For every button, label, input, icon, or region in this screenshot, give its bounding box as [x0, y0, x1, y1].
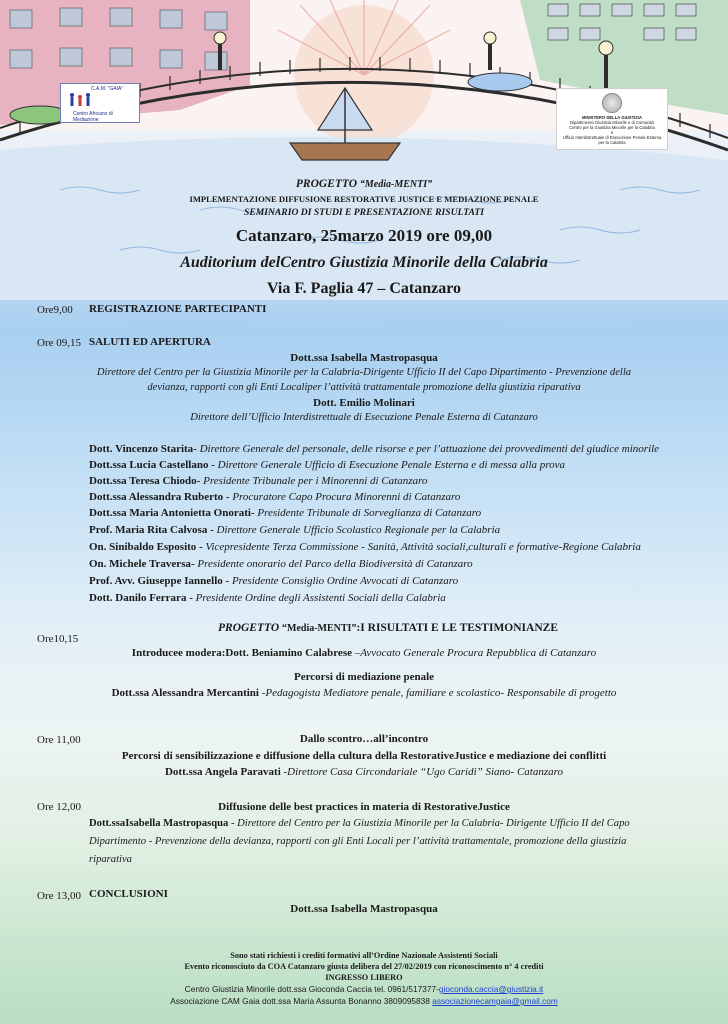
- footer-free-entry: INGRESSO LIBERO: [325, 973, 403, 982]
- time-welcome: Ore 09,15: [37, 337, 81, 349]
- greeting-item: Prof. Maria Rita Calvosa - Direttore Generale Ufficio Scolastico Regionale per la Calabria: [89, 524, 501, 536]
- republic-emblem-icon: [602, 93, 622, 113]
- contact-1-text: Centro Giustizia Minorile dott.ssa Gioconda Caccia tel. 0961/517377-: [184, 984, 439, 994]
- best-practices-role-3: riparativa: [89, 854, 132, 865]
- mastropasqua-role-2: devianza, rapporti con gli Enti Localiper l’attività trattamentale promozione della giustizia riparativa: [147, 382, 581, 393]
- seminar-title: SEMINARIO DI STUDI E PRESENTAZIONE RISULTATI: [243, 207, 484, 218]
- mediation-subtitle: Percorsi di mediazione penale: [293, 671, 435, 683]
- mercantini-line: Dott.ssa Alessandra Mercantini -Pedagogista Mediatore penale, familiare e scolastico- Responsabile di progetto: [111, 687, 617, 699]
- registration-title: REGISTRAZIONE PARTECIPANTI: [89, 303, 267, 315]
- encounter-subtitle: Percorsi di sensibilizzazione e diffusione della cultura della RestorativeJustice e mediazione dei conflitti: [121, 750, 607, 762]
- event-venue: Auditorium delCentro Giustizia Minorile della Calabria: [180, 254, 548, 271]
- event-date: Catanzaro, 25marzo 2019 ore 09,00: [235, 226, 493, 245]
- footer-contact-1: [0, 984, 728, 995]
- ministero-line-2: Dipartimento Giustizia Minorile e di Comunità: [570, 120, 654, 125]
- time-encounter: Ore 11,00: [37, 734, 81, 746]
- conclusions-title: CONCLUSIONI: [89, 888, 168, 900]
- ministero-line-3: Centro per la Giustizia Minorile per la Calabria: [569, 125, 655, 130]
- greeting-item: Dott. Danilo Ferrara - Presidente Ordine degli Assistenti Sociali della Calabria: [89, 592, 446, 604]
- time-results: Ore10,15: [37, 633, 79, 645]
- time-best-practices: Ore 12,00: [37, 801, 81, 813]
- time-conclusions: Ore 13,00: [37, 890, 81, 902]
- greeting-item: Dott.ssa Teresa Chiodo- Presidente Tribunale per i Minorenni di Catanzaro: [89, 475, 428, 487]
- conclusions-speaker: Dott.ssa Isabella Mastropasqua: [290, 903, 438, 915]
- project-subtitle: IMPLEMENTAZIONE DIFFUSIONE RESTORATIVE JUSTICE E MEDIAZIONE PENALE: [189, 194, 539, 204]
- project-prefix: PROGETTO: [295, 178, 357, 190]
- moderator-line: Introducee modera:Dott. Beniamino Calabrese –Avvocato Generale Procura Repubblica di Catanzaro: [131, 647, 597, 659]
- ministero-line-1: MINISTERO DELLA GIUSTIZIA: [581, 115, 643, 120]
- footer-coa: Evento riconosciuto da COA Catanzaro giusta delibera del 27/02/2019 con riconoscimento n° 4 crediti: [184, 962, 544, 971]
- best-practices-role-2: Dipartimento - Prevenzione della devianza, rapporti con gli Enti Locali per l’attività trattamentale, promozione della giustizia: [89, 836, 627, 847]
- contact-1-email-link[interactable]: gioconda.caccia@giustizia.it: [438, 984, 544, 994]
- footer-credits: Sono stati richiesti i crediti formativi all’Ordine Nazionale Assistenti Sociali: [230, 951, 498, 960]
- paravati-line: Dott.ssa Angela Paravati -Direttore Casa Circondariale “Ugo Caridi” Siano- Catanzaro: [164, 766, 564, 778]
- greeting-item: On. Sinibaldo Esposito - Vicepresidente Terza Commissione - Sanità, Attività sociali,culturali e formative-Regione Calabria: [89, 541, 641, 553]
- greeting-item: Dott.ssa Lucia Castellano - Direttore Generale Ufficio di Esecuzione Penale Esterna e di messa alla prova: [89, 459, 565, 471]
- greeting-item: Dott.ssa Maria Antonietta Onorati- Presidente Tribunale di Sorveglianza di Catanzaro: [89, 507, 482, 519]
- ministero-line-4: e: [610, 130, 614, 135]
- mastropasqua-role-1: Direttore del Centro per la Giustizia Minorile per la Calabria-Dirigente Ufficio II del Capo Dipartimento - Prevenzione della: [96, 367, 632, 378]
- encounter-title: Dallo scontro…all’incontro: [299, 733, 429, 745]
- cam-gaia-logo: [60, 83, 140, 123]
- project-name: “Media-MENTI”: [359, 179, 433, 190]
- speaker-mastropasqua: Dott.ssa Isabella Mastropasqua: [290, 352, 438, 364]
- footer-contact-2: [0, 996, 728, 1007]
- ministero-line-6: per la Calabria: [598, 140, 626, 145]
- event-address: Via F. Paglia 47 – Catanzaro: [266, 280, 462, 297]
- greeting-item: Dott. Vincenzo Starita- Direttore Generale del personale, delle risorse e per l’attuazione dei provvedimenti del giudice minorile: [89, 443, 660, 455]
- greeting-item: Dott.ssa Alessandra Ruberto - Procuratore Capo Procura Minorenni di Catanzaro: [89, 491, 461, 503]
- ministero-logo: [556, 88, 668, 150]
- logo-left-title: C.A.M. "GAIA": [91, 86, 124, 92]
- speaker-molinari: Dott. Emilio Molinari: [313, 397, 415, 409]
- welcome-title: SALUTI ED APERTURA: [89, 336, 211, 348]
- family-figures-icon: [67, 92, 93, 108]
- molinari-role: Direttore dell’Ufficio Interdistrettuale di Esecuzione Penale Esterna di Catanzaro: [190, 412, 538, 423]
- time-registration: Ore9,00: [37, 304, 73, 316]
- contact-2-email-link[interactable]: associazionecamgaia@gmail.com: [432, 996, 558, 1006]
- logo-left-subtitle: Centro Africano di Mediazione: [73, 111, 113, 123]
- greeting-item: On. Michele Traversa- Presidente onorario del Parco della Biodiversità di Catanzaro: [89, 558, 473, 570]
- results-title: PROGETTO “Media-MENTI”:I RISULTATI E LE TESTIMONIANZE: [218, 622, 558, 634]
- best-practices-speaker: Dott.ssaIsabella Mastropasqua - Direttore del Centro per la Giustizia Minorile per la Calabria- Dirigente Ufficio II del Capo: [89, 818, 630, 829]
- best-practices-title: Diffusione delle best practices in materia di RestorativeJustice: [218, 801, 510, 813]
- greeting-item: Prof. Avv. Giuseppe Iannello - Presidente Consiglio Ordine Avvocati di Catanzaro: [89, 575, 459, 587]
- contact-2-text: Associazione CAM Gaia dott.ssa Maria Assunta Bonanno 3809095838: [170, 996, 433, 1006]
- ministero-line-5: Ufficio Interdistrettuale di Esecuzione Penale Esterna: [562, 135, 662, 140]
- project-title: [0, 178, 728, 190]
